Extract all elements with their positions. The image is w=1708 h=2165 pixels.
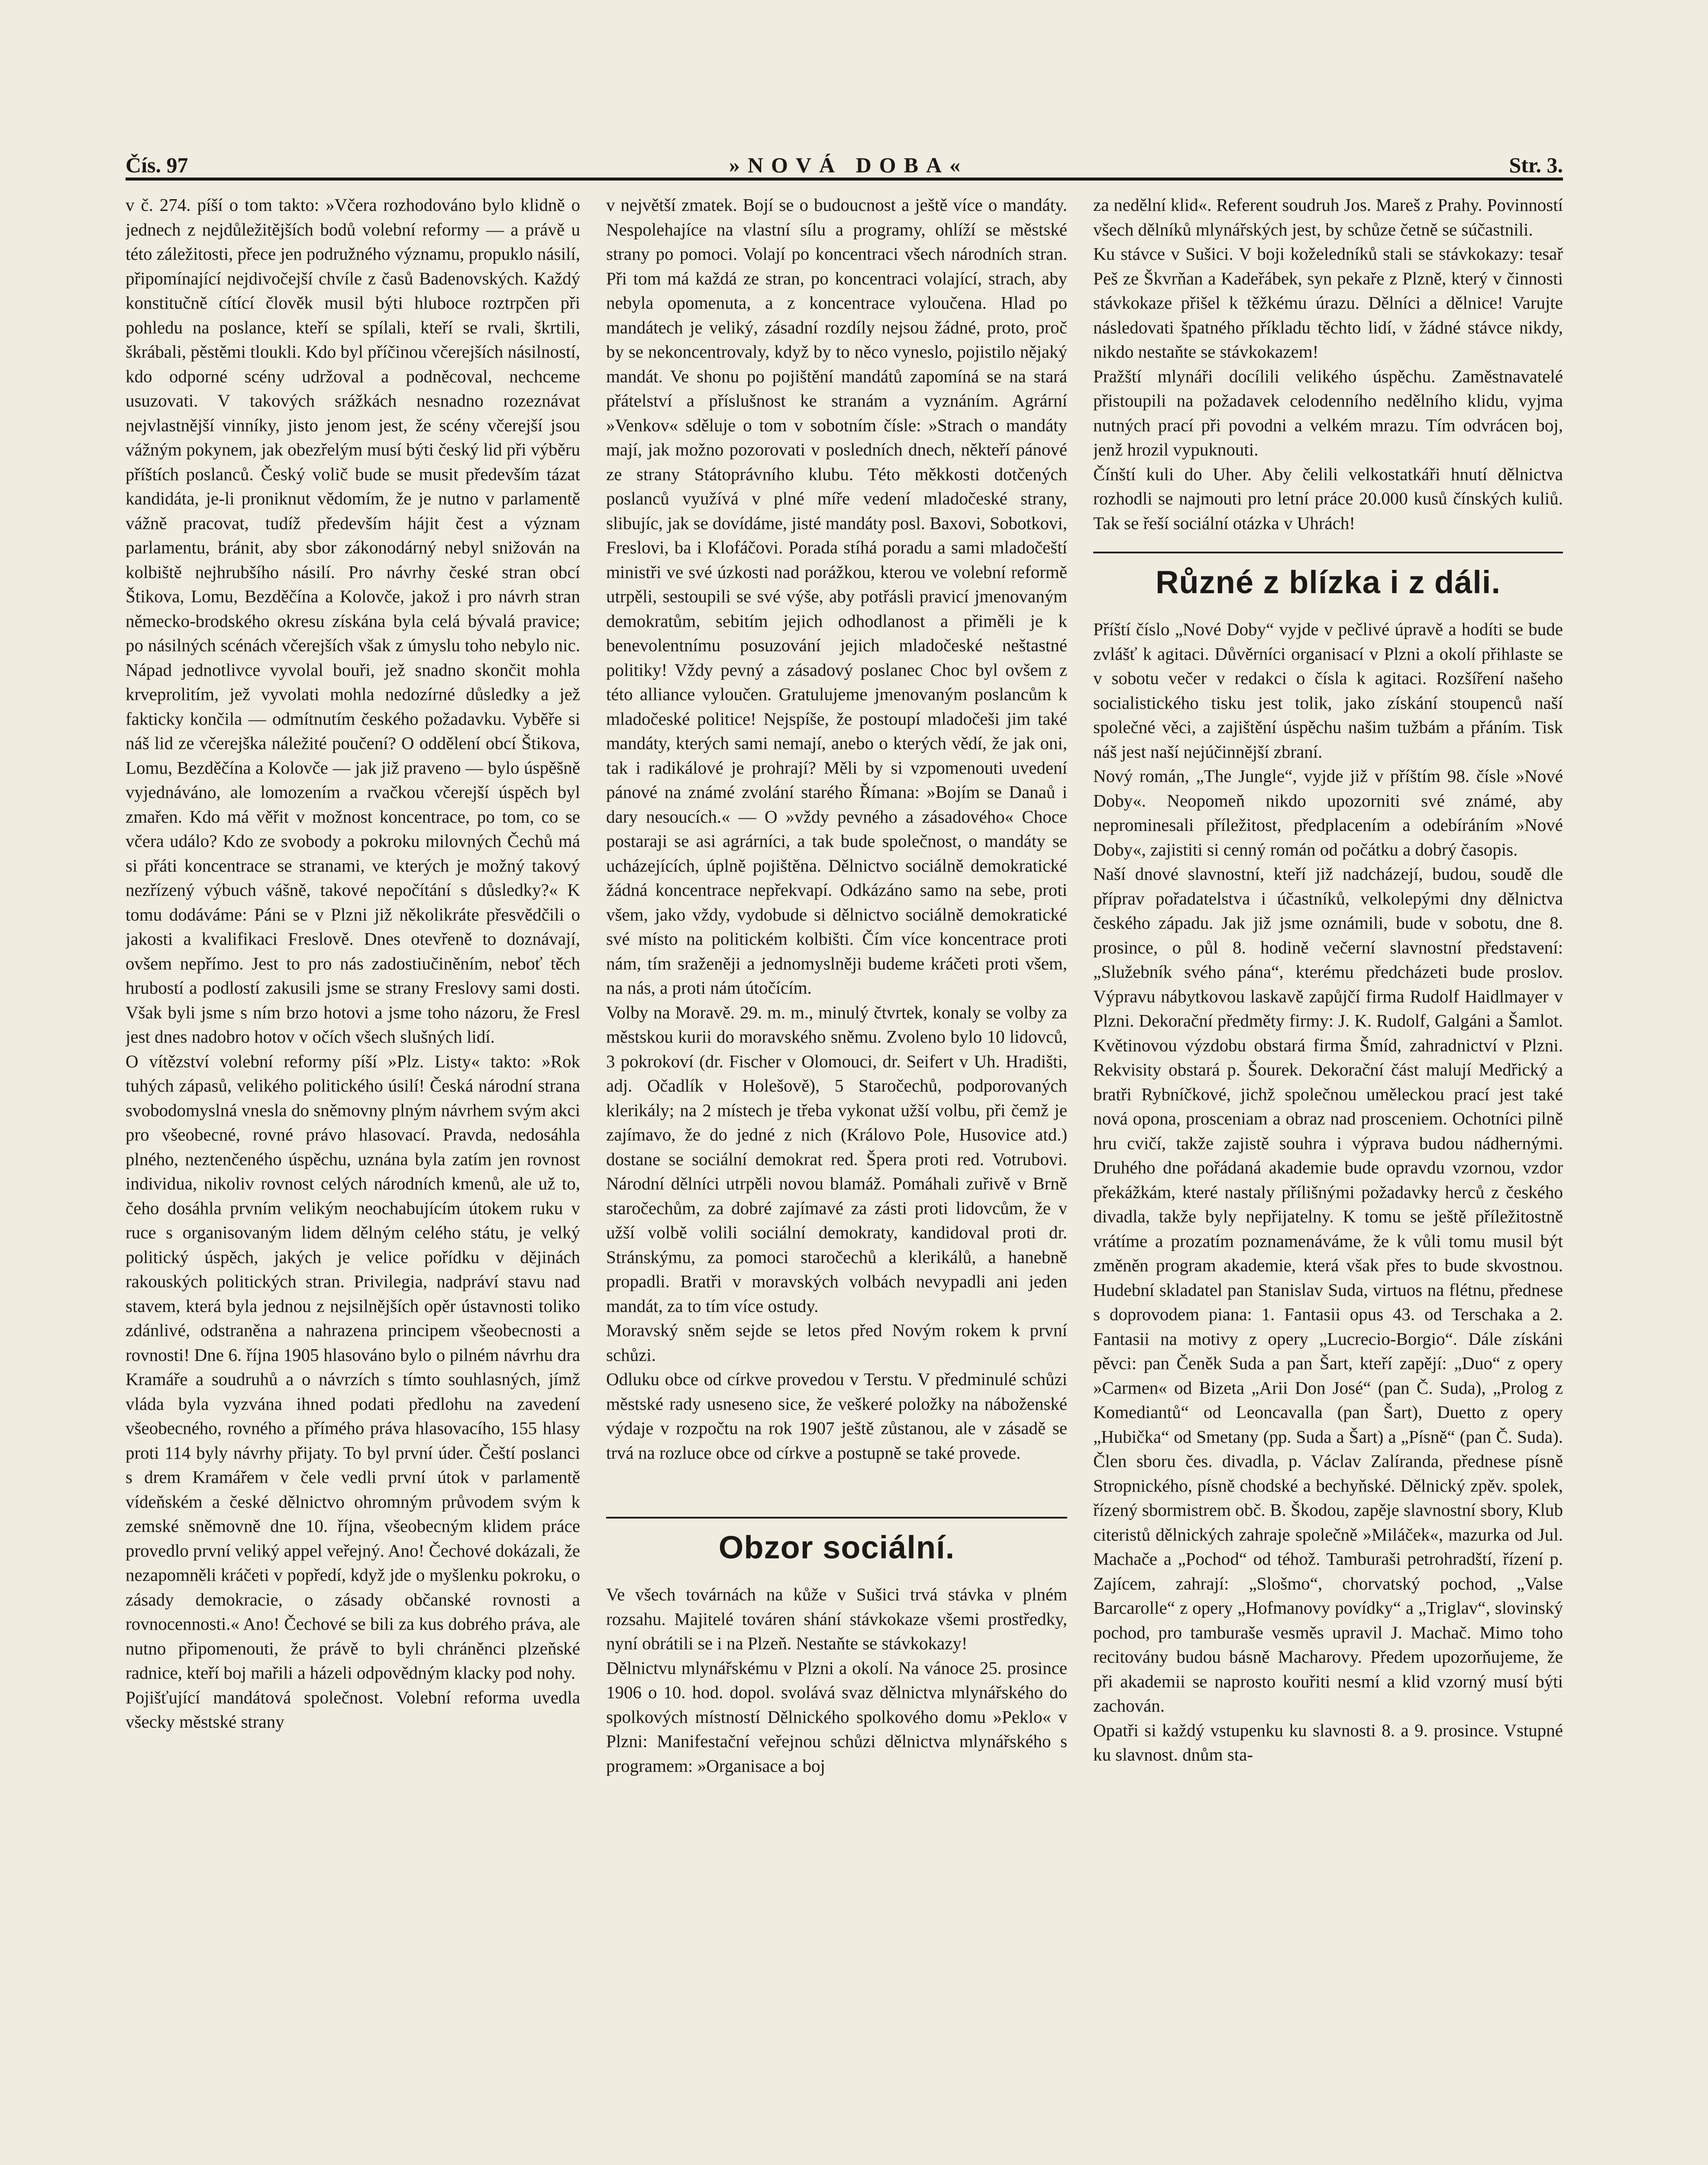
paragraph: za nedělní klid«. Referent soudruh Jos. Mareš z Prahy. Povinností všech dělníků mlynářských jest, by schůze četně se súčastnili. [1093,195,1563,239]
page-number: Str. 3. [1509,153,1563,177]
paragraph: Nový román, „The Jungle“, vyjde již v příštím 98. čísle »Nové Doby«. Neopomeň nikdo upozorniti své známé, aby neprominesali příležitost, předplacením a odebíráním »Nové Doby«, zajistiti si cenný román od počátku a dobrý časopis. [1093,766,1563,860]
paragraph: v největší zmatek. Bojí se o budoucnost a ještě více o mandáty. Nespolehajíce na vlastní sílu a programy, ohlíží se městské strany po pomoci. Volají po koncentraci všech národních stran. Při tom má každá ze stran, po koncentraci volající, strach, aby nebyla opomenuta, a z koncentrace vyloučena. Hlad po mandátech je veliký, zásadní rozdíly nejsou žádné, proto, proč by se nekoncentrovaly, když by to něco vyneslo, pojistilo nějaký mandát. Ve shonu po pojištění mandátů zapomíná se na stará přátelství a příslušnost ke stranám a vyznáním. Agrární »Venkov« sděluje o tom v sobotním čísle: »Strach o mandáty mají, jak možno pozorovati v posledních dnech, někteří pánové ze strany Státoprávního klubu. Této měkkosti dotčených poslanců využívá v plné míře vedení mladočeské strany, slibujíc, jak se dovídáme, jisté mandáty posl. Baxovi, Sobotkovi, Freslovi, ba i Klofáčovi. Porada stíhá poradu a sami mladočeští ministři ve své úzkosti nad porážkou, kterou ve volební reformě utrpěli, sestoupili se své výše, aby potřásli pravicí jmenovaným demokratům, sebitím jejich odhodlanost a přiměli je k benevolentnímu posuzování jejich mladočeské neštastné politiky! Vždy pevný a zásadový poslanec Choc byl ovšem z této alliance vyloučen. Gratulujeme jmenovaným poslancům k mladočeské politice! Nejspíše, že postoupí mladočeši jim také mandáty, kterých sami nemají, anebo o kterých vědí, že jak oni, tak i radikálové je prohrají? Měli by si vzpomenouti uvedení pánové na známé zvolání starého Římana: »Bojím se Danaů i dary nesoucích.« — O »vždy pevného a zásadového« Choce postaraji se asi agrárníci, a tak bude společnost, o mandáty se ucházejících, úplně pojištěna. Dělnictvo sociálně demokratické žádná koncentrace nepřekvapí. Odkázáno samo na sebe, proti všem, jako vždy, vydobude si dělnictvo sociálně demokratické své místo na politickém kolbišti. Čím více koncentrace proti nám, tím sraženěji a jednomyslněji budeme kráčeti proti všem, na nás, a proti nám útočícím. [606,195,1067,998]
paragraph: Ve všech továrnách na kůže v Sušici trvá stávka v plném rozsahu. Majitelé továren shání stávkokaze všemi prostředky, nyní obrátili se i na Plzeň. Nestaňte se stávkokazy! [606,1584,1067,1653]
paragraph: Odluku obce od církve provedou v Terstu. V předminulé schůzi městské rady usneseno sice, že veškeré položky na náboženské výdaje v rozpočtu na rok 1907 ještě zůstanou, ale v zásadě se trvá na rozluce obce od církve a postupně se také provede. [606,1369,1067,1463]
paragraph: Ku stávce v Sušici. V boji koželedníků stali se stávkokazy: tesař Peš ze Škvrňan a Kadeřábek, syn pekaře z Plzně, který v činnosti stávkokaze přišel k těžkému úrazu. Dělníci a dělnice! Varujte následovati špatného příkladu těchto lidí, v žádné stávce nikdy, nikdo nestaňte se stávkokazem! [1093,244,1563,362]
article-columns [126,193,1563,2165]
paragraph: Pojišťující mandátová společnost. Volební reforma uvedla všecky městské strany [126,1687,580,1732]
issue-number: Čís. 97 [126,153,188,177]
paragraph: Dělnictvu mlynářskému v Plzni a okolí. Na vánoce 25. prosince 1906 o 10. hod. dopol. svolává svaz dělnictva mlynářského do spolkových místností Dělnického spolkového domu »Peklo« v Plzni: Manifestační veřejnou schůzi dělnictva mlynářského s programem: »Organisace a boj [606,1658,1067,1776]
page-header [126,143,1563,181]
section-heading-misc: Různé z blízka i z dáli. [1093,552,1563,605]
section-heading-social: Obzor sociální. [606,1517,1067,1570]
paragraph: Naší dnové slavnostní, kteří již nadcházejí, budou, soudě dle příprav pořadatelstva i účastníků, velkolepými dny dělnictva českého západu. Jak již jsme oznámili, bude v sobotu, dne 8. prosince, o půl 8. hodině večerní slavnostní představení: „Služebník svého pána“, kterému předcházeti bude proslov. Výpravu nábytkovou laskavě zapůjčí firma Rudolf Haidlmayer v Plzni. Dekorační předměty firmy: J. K. Rudolf, Galgáni a Šamlot. Květinovou výzdobu obstará firma Šmíd, zahradnictví v Plzni. Rekvisity obstará p. Šourek. Dekorační část malují Medřický a bratři Rybníčkové, jichž společnou uměleckou prací jest také nová opona, prosceniam a obraz nad prosceniem. Ochotníci pilně hru cvičí, takže zajistě souhra i výprava budou nádhernými. Druhého dne pořádaná akademie bude opravdu vzornou, vzdor překážkám, které nastaly přílišnými požadavky herců z českého divadla, takže byly nepřijatelny. K tomu se ještě příležitostně vrátíme a prozatím poznamenáváme, že k vůli tomu musil být změněn program akademie, která však přes to bude skvostnou. Hudební skladatel pan Stanislav Suda, virtuos na flétnu, přednese s doprovodem piana: 1. Fantasii opus 43. od Terschaka a 2. Fantasii na motivy z opery „Lucrecio-Borgio“. Dále získáni pěvci: pan Čeněk Suda a pan Šart, kteří zapějí: „Duo“ z opery »Carmen« od Bizeta „Arii Don José“ (pan Č. Suda), „Prolog z Komediantů“ od Leoncavalla (pan Šart), Duetto z opery „Hubička“ od Smetany (pp. Suda a Šart) a „Písně“ (pan Č. Suda). Člen sboru čes. divadla, p. Václav Zalíranda, přednese písně Stropnického, písně chodské a bechyňské. Dělnický zpěv. spolek, řízený sbormistrem obč. B. Škodou, zapěje slavnostní sbory, Klub citeristů dělnických zahraje společně »Miláček«, mazurka od Jul. Machače a „Pochod“ od téhož. Tamburaši petrohradští, řízení p. Zajícem, zahrají: „Slošmo“, chorvatský pochod, „Valse Barcarolle“ z opery „Hofmanovy povídky“ a „Triglav“, slovinský pochod, pro tamburaše vesměs upravil J. Machač. Mimo toho recitovány budou básně Macharovy. Předem upozorňujeme, že při akademii se naprosto kouřiti nesmí a klid vzorný musí býti zachován. [1093,864,1563,1716]
paragraph: Volby na Moravě. 29. m. m., minulý čtvrtek, konaly se volby za městskou kurii do moravského sněmu. Zvoleno bylo 10 lidovců, 3 pokrokoví (dr. Fischer v Olomouci, dr. Seifert v Uh. Hradišti, adj. Očadlík v Holešově), 5 Staročechů, podporovaných klerikály; na 2 místech je třeba vykonat užší volbu, při čemž je zajímavo, že do jedné z nich (Královo Pole, Husovice atd.) dostane se sociální demokrat red. Špera proti red. Votrubovi. Národní dělníci utrpěli novou blamáž. Pomáhali zuřivě v Brně staročechům, za dobré zajímavé za zásti proti lidovcům, že v užší volbě volili sociální demokraty, kandidoval proti dr. Stránskýmu, za pomoci staročechů a klerikálů, a hanebně propadli. Bratři v moravských volbách nevypadli ani jeden mandát, za to tím více ostudy. [606,1002,1067,1316]
column-2 [606,193,1067,2165]
paragraph: Čínští kuli do Uher. Aby čelili velkostatkáři hnutí dělnictva rozhodli se najmouti pro letní práce 20.000 kusů čínských kuliů. Tak se řeší sociální otázka v Uhrách! [1093,464,1563,533]
column-1 [126,193,580,2165]
paragraph: O vítězství volební reformy píší »Plz. Listy« takto: »Rok tuhých zápasů, velikého politického úsilí! Česká národní strana svobodomyslná vnesla do sněmovny plným návrhem svým akci pro všeobecné, rovné právo hlasovací. Pravda, nedosáhla plného, neztenčeného úspěchu, uznána byla zatím jen rovnost individua, nikoliv rovnost celých národních kmenů, ale už to, čeho dosáhla prvním velikým neochabujícím útokem ruku v ruce s organisovaným lidem dělným celého státu, je velký politický úspěch, jakých je velice pořídku v dějinách rakouských politických stran. Privilegia, nadpráví stavu nad stavem, která byla jednou z nejsilnějších opěr ústavnosti toliko zdánlivé, odstraněna a nahrazena principem všeobecnosti a rovnosti! Dne 6. října 1905 hlasováno bylo o pilném návrhu dra Kramáře a soudruhů a o návrzích s tímto souhlasných, jímž vláda byla vyzvána ihned podati předlohu na zavedení všeobecného, rovného a přímého práva hlasovacího, 155 hlasy proti 114 byly návrhy přijaty. To byl první úder. Čeští poslanci s drem Kramářem v čele vedli první útok v parlamentě vídeňském a české dělnictvo ohromným průvodem svým k zemské sněmovně dne 10. října, všeobecným klidem práce provedlo první veliký appel veřejný. Ano! Čechové dokázali, že nezapomněli kráčeti v popředí, když jde o myšlenku pokroku, o zásady demokracie, o zásady občanské rovnosti a rovnocennosti.« Ano! Čechové se bili za kus dobrého práva, ale nutno připomenouti, že právě to byli chráněnci plzeňské radnice, kteří boj mařili a házeli odpovědným klacky pod nohy. [126,1051,580,1683]
paragraph: Opatři si každý vstupenku ku slavnosti 8. a 9. prosince. Vstupné ku slavnost. dnům sta- [1093,1720,1563,1764]
column-3 [1093,193,1563,2165]
paragraph: v č. 274. píší o tom takto: »Včera rozhodováno bylo klidně o jednech z nejdůležitějších bodů volební reformy — a právě u této záležitosti, přece jen podružného významu, propuklo násilí, připomínající nejdivočejší chvíle z časů Badenovských. Každý konstitučně cítící člověk musil býti hluboce roztrpčen při pohledu na poslance, kteří se spílali, kteří se rvali, škrtili, škrábali, pěstěmi tloukli. Kdo byl příčinou včerejších násilností, kdo odporné scény udržoval a podněcoval, nechceme usuzovati. V takových srážkách nesnadno rozeznávat nejvlastnější vinníky, jisto jenom jest, že scény včerejší jsou vážným pokynem, jak obezřelým musí býti český lid při výběru příštích poslanců. Český volič bude se musit především tázat kandidáta, je-li proniknut vědomím, že je nutno v parlamentě vážně pracovat, tudíž především hájit čest a význam parlamentu, bránit, aby sbor zákonodárný nebyl snižován na kolbiště nejhrubšího násilí. Pro návrhy české stran obcí Štikova, Lomu, Bezděčína a Kolovče, jakož i pro návrh stran německo-brodského okresu získána byla celá bývalá pravice; po násilných scénách včerejších však z úmyslu toho nebylo nic. Nápad jednotlivce vyvolal bouři, jež snadno skončit mohla krveprolitím, jež vyvolati mohla nedozírné důsledky a jež fakticky končila — odmítnutím českého požadavku. Vyběře si náš lid ze včerejška náležité poučení? O oddělení obcí Štikova, Lomu, Bezděčína a Kolovče — jak již praveno — bylo úspěšně vyjednáváno, ale lomozením a rvačkou včerejší úspěch byl zmařen. Kdo má věřit v možnost koncentrace, po tom, co se včera událo? Kdo ze svobody a pokroku milovných Čechů má si přáti koncentrace se stranami, ve kterých je možný takový nezřízený výbuch vášně, takové nepočítání s důsledky?« K tomu dodáváme: Páni se v Plzni již několikráte přesvědčili o jakosti a kvalifikaci Freslově. Dnes otevřeně to doznávají, ovšem nepřímo. Jest to pro nás zadostiučiněním, neboť těch hrubostí a podlostí zakusili jsme se strany Freslovy sami dosti. Však byli jsme s ním brzo hotovi a jsme toho názoru, že Fresl jest dnes nadobro hotov v očích všech slušných lidí. [126,195,580,1047]
paragraph: Pražští mlynáři docílili velikého úspěchu. Zaměstnavatelé přistoupili na požadavek celodenního nedělního klidu, vyjma nutných prací při povodni a velkém mrazu. Tím odvrácen boj, jenž hrozil vypuknouti. [1093,366,1563,459]
paragraph: Moravský sněm sejde se letos před Novým rokem k první schůzi. [606,1320,1067,1365]
paragraph: Příští číslo „Nové Doby“ vyjde v pečlivé úpravě a hodíti se bude zvlášť k agitaci. Důvěrníci organisací v Plzni a okolí přihlaste se v sobotu večer v redakci o čísla k agitaci. Rozšíření našeho socialistického tisku jest tolik, jako získání stoupenců naší společné věci, a zajištění úspěchu našim tužbám a přáním. Tisk náš jest naší nejúčinnější zbraní. [1093,619,1563,762]
newspaper-title: »NOVÁ DOBA« [729,153,969,177]
